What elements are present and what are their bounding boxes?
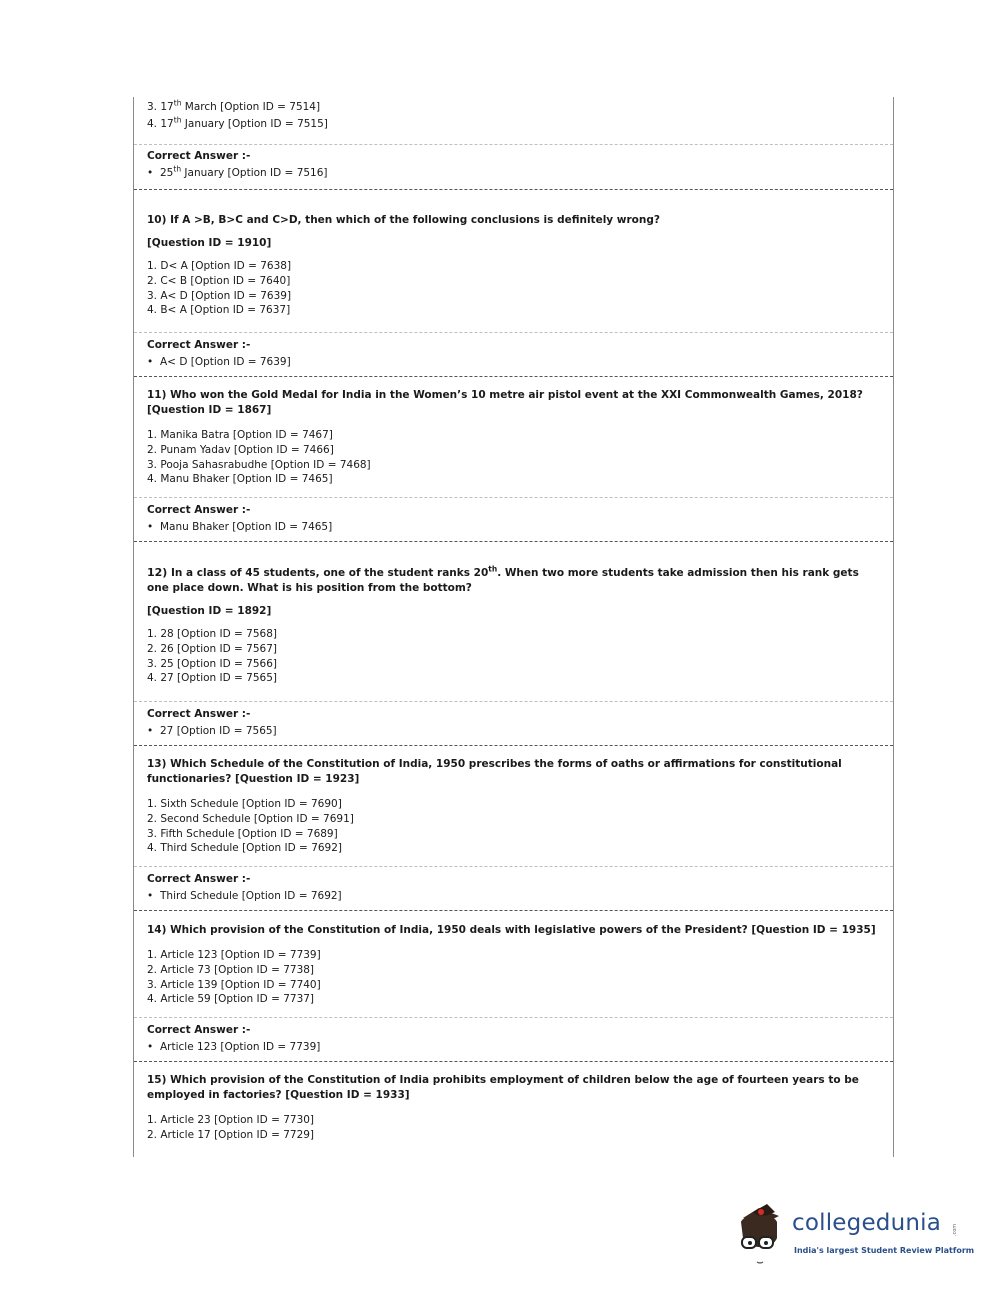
option-item: 3. 25 [Option ID = 7566] <box>147 657 278 670</box>
option-item: 2. Second Schedule [Option ID = 7691] <box>147 812 354 825</box>
question-id: [Question ID = 1910] <box>147 237 272 249</box>
bullet-icon: • <box>147 521 154 533</box>
question-12 <box>134 565 893 686</box>
options-list <box>147 259 879 318</box>
student-mascot-icon <box>733 1198 793 1270</box>
question-divider <box>134 1061 893 1062</box>
question-13 <box>134 757 893 856</box>
question-divider <box>134 541 893 542</box>
correct-answer-value: • 27 [Option ID = 7565] <box>147 725 277 737</box>
option-item: 2. Article 17 [Option ID = 7729] <box>147 1128 315 1141</box>
q10-answer-section <box>134 338 893 370</box>
option-item: 1. D< A [Option ID = 7638] <box>147 260 292 272</box>
correct-answer-value: • Manu Bhaker [Option ID = 7465] <box>147 521 333 533</box>
option-item: 2. 26 [Option ID = 7567] <box>147 642 278 655</box>
option-item: 3. A< D [Option ID = 7639] <box>147 289 292 302</box>
divider <box>134 332 893 333</box>
question-text: 15) Which provision of the Constitution of India prohibits employment of children below the age of fourteen years to be employed in factories? [Question ID = 1933] <box>147 1074 859 1101</box>
question-text: 14) Which provision of the Constitution of India, 1950 deals with legislative powers of the President? [Question ID = 1935] <box>147 924 876 936</box>
correct-answer-label: Correct Answer :- <box>147 1024 251 1036</box>
option-item: 2. C< B [Option ID = 7640] <box>147 274 291 287</box>
question-id: [Question ID = 1892] <box>147 605 272 617</box>
question-text: 12) In a class of 45 students, one of the student ranks 20th. When two more students take admission then his rank gets one place down. What is his position from the bottom? <box>147 564 859 594</box>
correct-answer-label: Correct Answer :- <box>147 708 251 720</box>
option-item: 4. B< A [Option ID = 7637] <box>147 304 291 317</box>
correct-answer-label: Correct Answer :- <box>147 339 251 351</box>
option-item: 4. Article 59 [Option ID = 7737] <box>147 993 315 1006</box>
bullet-icon: • <box>147 725 154 737</box>
divider <box>134 701 893 702</box>
question-14 <box>134 923 893 1007</box>
option-item: 4. Third Schedule [Option ID = 7692] <box>147 842 343 855</box>
option-item: 1. Article 123 [Option ID = 7739] <box>147 949 321 961</box>
logo-domain: .com <box>952 1223 959 1237</box>
option-item: 3. Fifth Schedule [Option ID = 7689] <box>147 827 338 840</box>
divider <box>134 497 893 498</box>
question-15 <box>134 1073 893 1143</box>
option-item: 3. 17th March [Option ID = 7514] <box>147 98 321 113</box>
question-text: 10) If A >B, B>C and C>D, then which of the following conclusions is definitely wrong? <box>147 214 660 226</box>
option-item: 3. Pooja Sahasrabudhe [Option ID = 7468] <box>147 458 371 471</box>
question-text: 11) Who won the Gold Medal for India in the Women’s 10 metre air pistol event at the XXI Commonwealth Games, 2018? [Question ID = 1867] <box>147 389 863 416</box>
question-divider <box>134 910 893 911</box>
options-list <box>147 948 879 1007</box>
question-10 <box>134 213 893 318</box>
correct-answer-label: Correct Answer :- <box>147 150 251 162</box>
correct-answer-label: Correct Answer :- <box>147 504 251 516</box>
correct-answer-value: • Third Schedule [Option ID = 7692] <box>147 890 342 902</box>
correct-answer-value: • A< D [Option ID = 7639] <box>147 356 291 368</box>
question-divider <box>134 745 893 746</box>
option-item: 4. 17th January [Option ID = 7515] <box>147 115 328 130</box>
correct-answer-value: • Article 123 [Option ID = 7739] <box>147 1041 321 1053</box>
question-text: 13) Which Schedule of the Constitution of India, 1950 prescribes the forms of oaths or affirmations for constitutional functionaries? [Question ID = 1923] <box>147 758 842 785</box>
q13-answer-section <box>134 872 893 904</box>
correct-answer-label: Correct Answer :- <box>147 873 251 885</box>
options-list <box>147 1113 879 1143</box>
divider <box>134 866 893 867</box>
option-item: 1. Article 23 [Option ID = 7730] <box>147 1114 315 1126</box>
question-11 <box>134 388 893 487</box>
divider <box>134 144 893 145</box>
q11-answer-section <box>134 503 893 535</box>
option-item: 2. Article 73 [Option ID = 7738] <box>147 963 315 976</box>
q14-answer-section <box>134 1023 893 1055</box>
option-item: 4. Manu Bhaker [Option ID = 7465] <box>147 473 333 486</box>
options-list <box>147 627 879 686</box>
q12-answer-section <box>134 707 893 739</box>
divider <box>134 1017 893 1018</box>
prev-options <box>134 100 893 132</box>
question-divider <box>134 376 893 377</box>
option-item: 1. Manika Batra [Option ID = 7467] <box>147 429 333 441</box>
logo-wordmark: collegedunia <box>792 1210 942 1236</box>
option-item: 4. 27 [Option ID = 7565] <box>147 672 278 685</box>
bullet-icon: • <box>147 1041 154 1053</box>
option-item: 1. 28 [Option ID = 7568] <box>147 628 278 640</box>
bullet-icon: • <box>147 167 154 179</box>
logo-tagline: India's largest Student Review Platform <box>794 1246 975 1255</box>
option-item: 3. Article 139 [Option ID = 7740] <box>147 978 321 991</box>
question-frame <box>133 97 894 1157</box>
bullet-icon: • <box>147 356 154 368</box>
prev-answer-section <box>134 149 893 181</box>
options-list <box>147 797 879 856</box>
option-item: 2. Punam Yadav [Option ID = 7466] <box>147 443 334 456</box>
option-item: 1. Sixth Schedule [Option ID = 7690] <box>147 798 342 810</box>
question-divider <box>134 189 893 190</box>
bullet-icon: • <box>147 890 154 902</box>
options-list <box>147 428 879 487</box>
correct-answer-value: • 25th January [Option ID = 7516] <box>147 164 328 179</box>
